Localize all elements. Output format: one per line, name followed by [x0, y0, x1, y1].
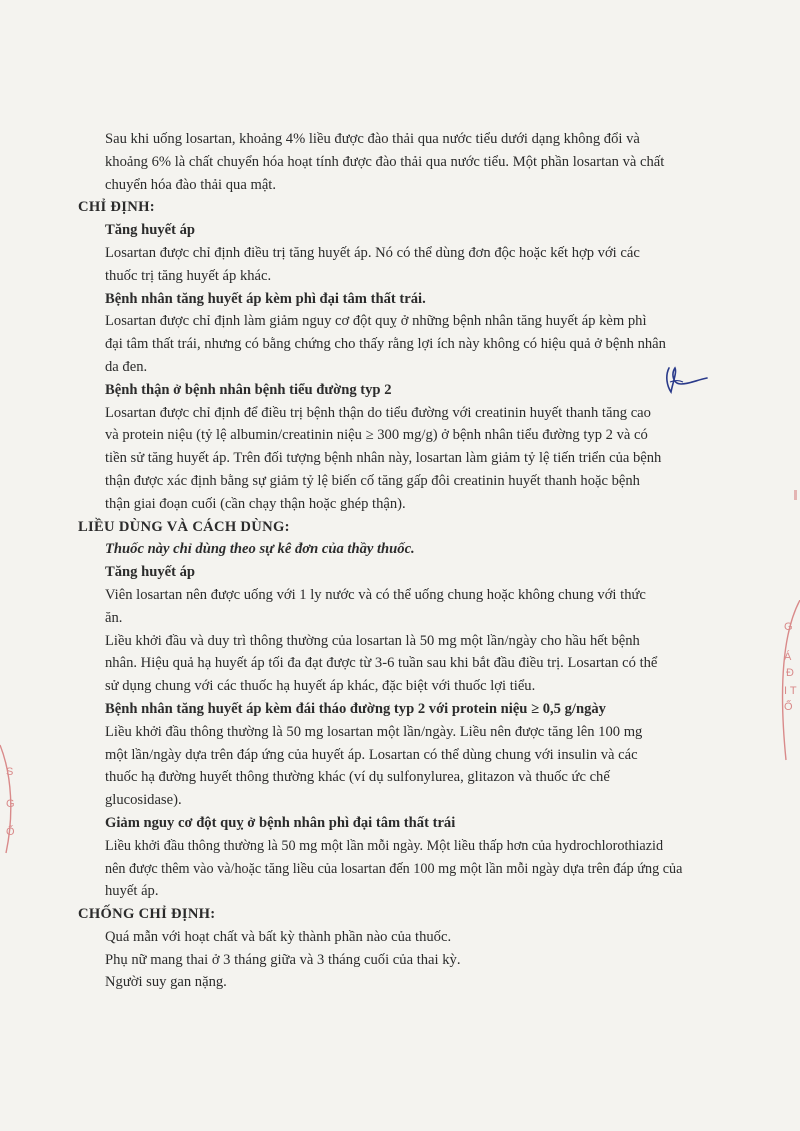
text-line: khoảng 6% là chất chuyển hóa hoạt tính được đào thải qua nước tiểu. Một phần losartan và chất [105, 153, 665, 170]
text-line: và protein niệu (tỷ lệ albumin/creatinin niệu ≥ 300 mg/g) ở bệnh nhân tiểu đường typ 2 và có [105, 427, 648, 444]
text-line: thuốc trị tăng huyết áp khác. [105, 267, 272, 284]
text-line: da đen. [105, 358, 148, 375]
text-line: Liều khởi đầu thông thường là 50 mg losartan một lần/ngày. Liều nên được tăng lên 100 mg [105, 723, 643, 740]
svg-text:I T: I T [784, 685, 797, 697]
text-line: Losartan được chỉ định làm giảm nguy cơ đột quỵ ở những bệnh nhân tăng huyết áp kèm phì [105, 313, 647, 330]
svg-text:Á: Á [784, 651, 792, 663]
text-line: thuốc hạ đường huyết thông thường khác (ví dụ sulfonylurea, glitazon và thuốc ức chế [105, 769, 610, 786]
text-line: huyết áp. [105, 883, 159, 900]
svg-text:Ố: Ố [6, 826, 15, 838]
stamp-fragment-right [764, 600, 800, 770]
heading-chong-chi-dinh: CHỐNG CHỈ ĐỊNH: [78, 906, 216, 923]
text-line: Losartan được chỉ định điều trị tăng huyết áp. Nó có thể dùng đơn độc hoặc kết hợp với các [105, 244, 640, 261]
text-line: chuyển hóa đào thải qua mật. [105, 176, 277, 193]
section-chong-chi-dinh [78, 926, 708, 994]
text-line: tiền sử tăng huyết áp. Trên đối tượng bệnh nhân này, losartan làm giảm tỷ lệ tiến triển của bệnh [105, 450, 662, 467]
text-line: Quá mẫn với hoạt chất và bất kỳ thành phần nào của thuốc. [105, 928, 452, 945]
svg-text:Ố: Ố [784, 701, 793, 713]
text-line: ăn. [105, 609, 123, 626]
text-line: Sau khi uống losartan, khoảng 4% liều được đào thải qua nước tiểu dưới dạng không đổi và [105, 131, 640, 147]
signature-mark [655, 362, 715, 402]
text-line: sử dụng chung với các thuốc hạ huyết áp khác, đặc biệt với thuốc lợi tiểu. [105, 678, 536, 695]
text-line: đại tâm thất trái, nhưng có bằng chứng cho thấy rằng lợi ích này không có hiệu quả ở bệnh nhân [105, 336, 666, 353]
intro-paragraph [78, 128, 708, 196]
section-lieu-dung [78, 538, 708, 903]
text-line: Phụ nữ mang thai ở 3 tháng giữa và 3 tháng cuối của thai kỳ. [105, 951, 461, 968]
edge-mark [786, 470, 800, 530]
subheading-dot-quy: Giảm nguy cơ đột quỵ ở bệnh nhân phì đại tâm thất trái [105, 814, 456, 831]
text-line: glucosidase). [105, 792, 182, 809]
text-line: Liều khởi đầu và duy trì thông thường của losartan là 50 mg một lần/ngày cho hầu hết bệnh [105, 632, 640, 649]
text-line: thận giai đoạn cuối (cần chạy thận hoặc ghép thận). [105, 495, 406, 512]
subheading-benh-than: Bệnh thận ở bệnh nhân bệnh tiểu đường typ 2 [105, 381, 392, 398]
subheading-tang-huyet-ap-dose: Tăng huyết áp [105, 564, 196, 581]
svg-text:G: G [784, 621, 793, 633]
svg-text:G: G [6, 798, 15, 810]
document-body [78, 128, 708, 994]
section-chi-dinh [78, 219, 708, 515]
subheading-tang-huyet-ap: Tăng huyết áp [105, 222, 196, 239]
text-line: một lần/ngày dựa trên đáp ứng của huyết áp. Losartan có thể dùng chung với insulin và các [105, 746, 638, 763]
subheading-phi-dai-tam-that: Bệnh nhân tăng huyết áp kèm phì đại tâm thất trái. [105, 290, 426, 307]
svg-text:S: S [6, 766, 14, 778]
subheading-dai-thao-duong: Bệnh nhân tăng huyết áp kèm đái tháo đường typ 2 với protein niệu ≥ 0,5 g/ngày [105, 700, 606, 717]
text-line: Liều khởi đầu thông thường là 50 mg một lần mỗi ngày. Một liều thấp hơn của hydrochlorothiazid [105, 837, 664, 854]
text-line: nhân. Hiệu quả hạ huyết áp tối đa đạt được từ 3-6 tuần sau khi bắt đầu điều trị. Losartan có thể [105, 655, 658, 672]
stamp-fragment-left [0, 735, 30, 855]
text-line: Losartan được chỉ định để điều trị bệnh thận do tiểu đường với creatinin huyết thanh tăng cao [105, 404, 651, 421]
heading-lieu-dung: LIỀU DÙNG VÀ CÁCH DÙNG: [78, 518, 290, 535]
text-line: nên được thêm vào và/hoặc tăng liều của losartan đến 100 mg một lần mỗi ngày dựa trên đáp ứng của [105, 860, 683, 877]
text-line: Viên losartan nên được uống với 1 ly nước và có thể uống chung hoặc không chung với thức [105, 586, 646, 603]
heading-chi-dinh: CHỈ ĐỊNH: [78, 199, 155, 216]
text-line: thận được xác định bằng sự giảm tỷ lệ biến cố tăng gấp đôi creatinin huyết thanh hoặc bệnh [105, 472, 640, 489]
svg-text:Đ: Đ [786, 667, 794, 679]
text-line: Người suy gan nặng. [105, 974, 227, 991]
prescription-note: Thuốc này chỉ dùng theo sự kê đơn của thầy thuốc. [105, 541, 415, 558]
